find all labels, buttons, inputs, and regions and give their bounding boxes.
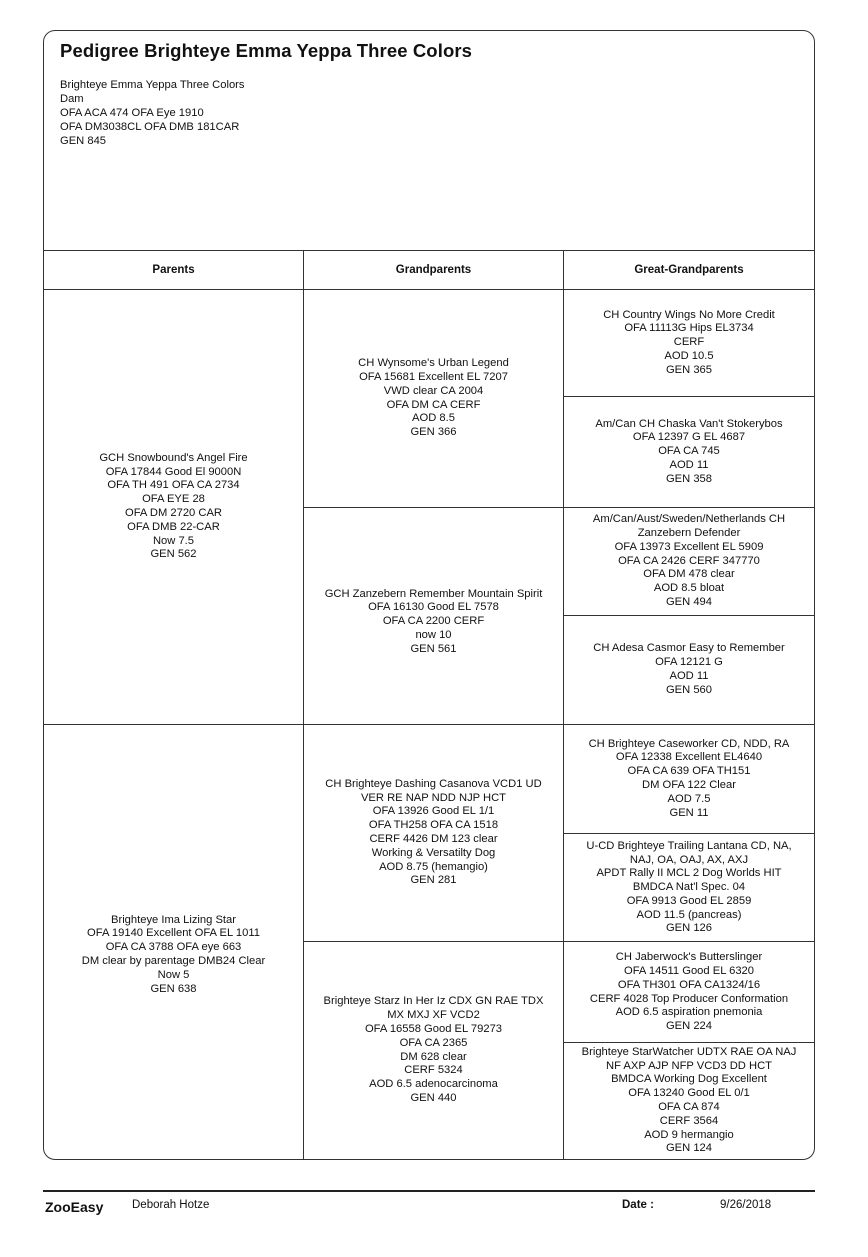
pedigree-line: OFA CA 2426 CERF 347770: [618, 554, 760, 567]
pedigree-line: GEN 562: [150, 548, 197, 561]
pedigree-line: DM clear by parentage DMB24 Clear: [81, 955, 266, 967]
dog-info-name: Brighteye Emma Yeppa Three Colors: [60, 79, 245, 91]
pedigree-line: GEN 358: [665, 472, 713, 485]
dog-info-gen: GEN 845: [60, 135, 107, 147]
pedigree-line: OFA EYE 28: [142, 493, 205, 506]
pedigree-line: GEN 366: [410, 426, 457, 439]
pedigree-line: OFA TH301 OFA CA1324/16: [617, 978, 761, 991]
pedigree-line: OFA 16558 Good EL 79273: [364, 1022, 503, 1035]
pedigree-line: CERF 4426 DM 123 clear: [369, 833, 498, 845]
pedigree-line: GEN 365: [665, 363, 713, 376]
pedigree-line: DM 628 clear: [400, 1050, 467, 1063]
great-grandparent-2: [564, 397, 814, 507]
pedigree-line: OFA 9913 Good EL 2859: [626, 894, 752, 907]
great-grandparent-4: [564, 616, 814, 724]
pedigree-line: Now 7.5: [152, 534, 195, 547]
pedigree-line: GEN 281: [410, 874, 457, 887]
pedigree-line: OFA 13973 Excellent EL 5909: [614, 540, 764, 553]
pedigree-line: VWD clear CA 2004: [383, 384, 484, 397]
pedigree-line: AOD 8.75 (hemangio): [379, 860, 488, 873]
pedigree-line: CH Wynsome's Urban Legend: [358, 357, 509, 370]
pedigree-line: OFA CA 745: [658, 445, 720, 458]
pedigree-line: OFA 12397 G EL 4687: [632, 431, 746, 444]
pedigree-line: OFA TH258 OFA CA 1518: [368, 819, 499, 832]
pedigree-line: CH Country Wings No More Credit: [603, 308, 775, 321]
pedigree-line: Zanzebern Defender: [637, 527, 741, 539]
header-parents: Parents: [152, 264, 195, 276]
page-title: Pedigree Brighteye Emma Yeppa Three Colors: [60, 40, 473, 61]
pedigree-line: OFA 11113G Hips EL3734: [624, 322, 754, 335]
pedigree-line: CERF 4028 Top Producer Conformation: [589, 992, 789, 1005]
pedigree-line: AOD 11: [669, 670, 709, 682]
great-grandparent-6: [564, 834, 814, 942]
pedigree-line: OFA CA 2200 CERF: [382, 615, 485, 628]
pedigree-line: OFA CA 3788 OFA eye 663: [105, 941, 242, 954]
pedigree-line: OFA CA 874: [658, 1101, 720, 1113]
pedigree-line: now 10: [415, 628, 452, 641]
pedigree-line: MX MXJ XF VCD2: [387, 1009, 480, 1022]
pedigree-line: CERF 3564: [659, 1114, 719, 1127]
pedigree-line: CH Adesa Casmor Easy to Remember: [593, 642, 785, 655]
pedigree-line: OFA 14511 Good EL 6320: [624, 964, 754, 977]
pedigree-line: GEN 638: [150, 982, 197, 995]
pedigree-line: BMDCA Nat'l Spec. 04: [632, 881, 746, 894]
pedigree-line: OFA 12121 G: [655, 656, 723, 669]
pedigree-line: OFA 17844 Good El 9000N: [105, 465, 242, 478]
header-grandparents: Grandparents: [395, 264, 472, 276]
pedigree-line: OFA DM 2720 CAR: [125, 507, 222, 519]
pedigree-line: GEN 126: [665, 922, 713, 935]
dog-info: [60, 78, 245, 148]
pedigree-line: CH Brighteye Dashing Casanova VCD1 UD: [325, 777, 542, 790]
grandparent-3: [304, 725, 563, 941]
footer-date: 9/26/2018: [720, 1199, 772, 1211]
pedigree-line: BMDCA Working Dog Excellent: [611, 1073, 767, 1086]
pedigree-line: AOD 11.5 (pancreas): [636, 908, 742, 921]
pedigree-line: AOD 9 hermangio: [644, 1128, 734, 1141]
pedigree-line: AOD 6.5 adenocarcinoma: [369, 1078, 498, 1091]
pedigree-line: DM OFA 122 Clear: [642, 779, 736, 791]
pedigree-line: AOD 10.5: [664, 349, 714, 362]
great-grandparent-7: [564, 943, 814, 1042]
pedigree-line: OFA CA 639 OFA TH151: [627, 765, 751, 778]
pedigree-line: OFA 19140 Excellent OFA EL 1011: [87, 927, 260, 940]
pedigree-line: APDT Rally II MCL 2 Dog Worlds HIT: [596, 867, 782, 880]
great-grandparent-3: [564, 508, 814, 615]
pedigree-line: CH Brighteye Caseworker CD, NDD, RA: [588, 737, 790, 750]
pedigree-line: VER RE NAP NDD NJP HCT: [360, 791, 507, 804]
pedigree-line: AOD 11: [669, 458, 709, 471]
pedigree-line: CERF: [673, 336, 705, 349]
pedigree-line: OFA DM 478 clear: [643, 568, 735, 581]
pedigree-line: AOD 6.5 aspiration pnemonia: [615, 1006, 763, 1019]
header-great-grandparents: Great-Grandparents: [634, 264, 744, 276]
footer-rule: [43, 1190, 815, 1192]
parent-sire: [44, 290, 303, 724]
pedigree-line: CERF 5324: [404, 1064, 463, 1077]
pedigree-line: GEN 494: [665, 595, 713, 608]
pedigree-line: OFA 16130 Good EL 7578: [368, 601, 499, 614]
pedigree-line: GCH Snowbound's Angel Fire: [99, 451, 248, 464]
footer-app-name: ZooEasy: [45, 1199, 104, 1215]
parent-dam: [44, 725, 303, 1159]
great-grandparent-8: [564, 1043, 814, 1159]
pedigree-line: Am/Can/Aust/Sweden/Netherlands CH: [592, 513, 786, 526]
pedigree-line: OFA DMB 22-CAR: [127, 520, 220, 533]
great-grandparent-1: [564, 290, 814, 396]
pedigree-line: AOD 8.5 bloat: [653, 582, 725, 595]
pedigree-line: OFA DM CA CERF: [386, 398, 481, 411]
pedigree-line: AOD 8.5: [412, 412, 455, 425]
pedigree-line: NAJ, OA, OAJ, AX, AXJ: [629, 853, 749, 866]
pedigree-line: GEN 124: [665, 1142, 713, 1155]
pedigree-line: OFA TH 491 OFA CA 2734: [107, 479, 240, 492]
footer-user: Deborah Hotze: [132, 1199, 210, 1211]
pedigree-line: GEN 440: [410, 1091, 457, 1104]
pedigree-line: GEN 561: [410, 642, 457, 655]
pedigree-line: U-CD Brighteye Trailing Lantana CD, NA,: [586, 839, 792, 852]
dog-info-sex: Dam: [60, 93, 84, 105]
grandparent-4: [304, 942, 563, 1159]
great-grandparent-5: [564, 725, 814, 833]
pedigree-line: OFA 13240 Good EL 0/1: [628, 1087, 750, 1100]
pedigree-line: GEN 11: [669, 806, 709, 819]
pedigree-line: CH Jaberwock's Butterslinger: [615, 951, 763, 964]
pedigree-line: GEN 224: [665, 1020, 713, 1033]
pedigree-line: Brighteye StarWatcher UDTX RAE OA NAJ: [581, 1045, 797, 1058]
grandparent-1: [304, 290, 563, 507]
dog-info-health-2: OFA DM3038CL OFA DMB 181CAR: [60, 121, 240, 133]
pedigree-line: Am/Can CH Chaska Van't Stokerybos: [595, 417, 783, 430]
pedigree-line: NF AXP AJP NFP VCD3 DD HCT: [606, 1059, 772, 1072]
pedigree-line: GEN 560: [665, 683, 713, 696]
pedigree-line: Brighteye Starz In Her Iz CDX GN RAE TDX: [323, 995, 544, 1008]
grandparent-2: [304, 508, 563, 724]
pedigree-line: OFA CA 2365: [399, 1036, 468, 1049]
footer-date-label: Date :: [622, 1199, 654, 1211]
pedigree-line: GCH Zanzebern Remember Mountain Spirit: [324, 587, 543, 600]
pedigree-line: Now 5: [157, 968, 190, 981]
pedigree-line: OFA 12338 Excellent EL4640: [615, 751, 763, 764]
pedigree-line: Brighteye Ima Lizing Star: [111, 913, 236, 926]
pedigree-line: Working & Versatilty Dog: [371, 846, 496, 859]
pedigree-line: OFA 15681 Excellent EL 7207: [359, 370, 508, 383]
dog-info-health-1: OFA ACA 474 OFA Eye 1910: [60, 107, 204, 119]
pedigree-line: OFA 13926 Good EL 1/1: [372, 805, 495, 818]
pedigree-line: AOD 7.5: [667, 792, 711, 805]
